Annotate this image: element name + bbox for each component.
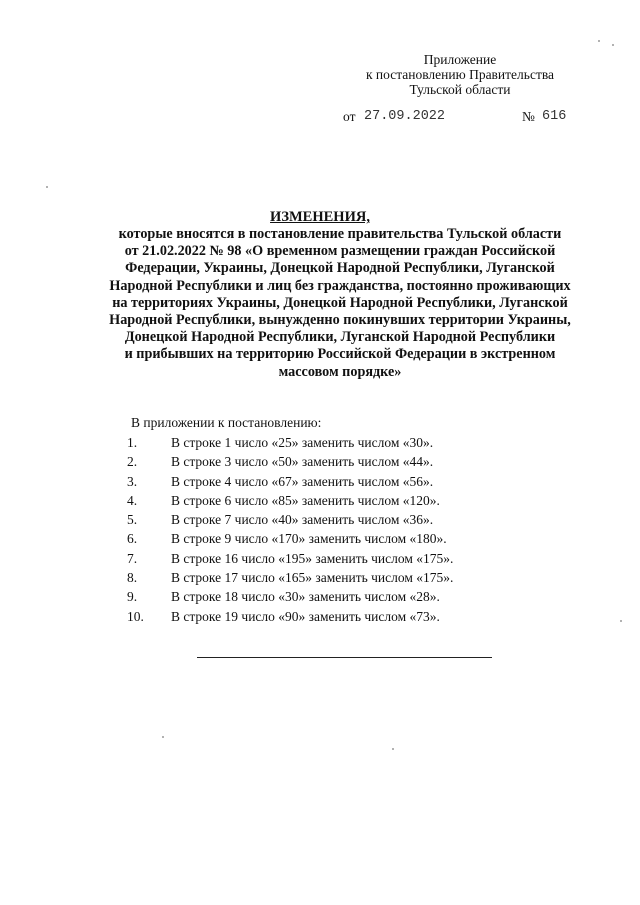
appendix-line-2: к постановлению Правительства <box>365 67 555 82</box>
item-number: 9. <box>127 589 138 605</box>
subtitle-line: на территориях Украины, Донецкой Народной Республики, Луганской <box>112 294 568 311</box>
closing-rule <box>197 657 492 658</box>
item-text: В строке 18 число «30» заменить числом «28». <box>171 589 440 605</box>
changes-list <box>127 433 453 626</box>
item-number: 3. <box>127 473 138 489</box>
date-value: 27.09.2022 <box>364 109 446 124</box>
item-number: 10. <box>127 608 144 624</box>
list-item <box>127 607 453 626</box>
subtitle-line: которые вносятся в постановление правительства Тульской области <box>118 226 562 242</box>
subtitle-line: и прибывших на территорию Российской Федерации в экстренном <box>124 346 556 363</box>
list-item <box>127 472 453 491</box>
list-item <box>127 510 453 529</box>
item-number: 2. <box>127 454 138 470</box>
document-title-text: ИЗМЕНЕНИЯ, <box>270 209 370 225</box>
list-item <box>127 452 453 471</box>
scan-speck <box>598 40 600 42</box>
document-title <box>0 209 640 226</box>
item-number: 4. <box>127 492 138 508</box>
subtitle-line: массовом порядке» <box>278 363 402 380</box>
list-item <box>127 587 453 606</box>
item-text: В строке 3 число «50» заменить числом «44». <box>171 454 434 470</box>
scan-speck <box>612 44 614 46</box>
item-text: В строке 7 число «40» заменить числом «36». <box>171 512 434 528</box>
item-text: В строке 4 число «67» заменить числом «56». <box>171 473 434 489</box>
scan-speck <box>392 748 394 750</box>
item-text: В строке 16 число «195» заменить числом «175». <box>171 550 454 566</box>
subtitle-line: Народной Республики, вынужденно покинувших территории Украины, <box>109 312 571 329</box>
list-item <box>127 568 453 587</box>
list-item <box>127 433 453 452</box>
scan-speck <box>162 736 164 738</box>
document-subtitle <box>60 226 620 381</box>
item-number: 8. <box>127 570 138 586</box>
number-value: 616 <box>542 109 567 124</box>
appendix-line-1: Приложение <box>423 52 497 67</box>
appendix-line-3: Тульской области <box>409 82 511 97</box>
item-number: 5. <box>127 512 138 528</box>
item-text: В строке 6 число «85» заменить числом «120». <box>171 492 440 508</box>
scan-speck <box>46 186 48 188</box>
item-text: В строке 9 число «170» заменить числом «180». <box>171 531 447 547</box>
appendix-header <box>340 52 580 97</box>
list-item <box>127 491 453 510</box>
subtitle-line: Федерации, Украины, Донецкой Народной Республики, Луганской <box>125 260 555 277</box>
number-label: № <box>522 109 535 124</box>
item-number: 6. <box>127 531 138 547</box>
subtitle-line: Народной Республики и лиц без гражданства, постоянно проживающих <box>109 277 571 294</box>
list-item <box>127 529 453 548</box>
scan-speck <box>620 620 622 622</box>
list-item <box>127 549 453 568</box>
item-number: 1. <box>127 435 138 450</box>
item-text: В строке 1 число «25» заменить числом «30». <box>171 435 434 450</box>
item-text: В строке 17 число «165» заменить числом «175». <box>171 570 454 586</box>
intro-text: В приложении к постановлению: <box>131 415 322 430</box>
subtitle-line: Донецкой Народной Республики, Луганской Народной Республики <box>124 329 556 346</box>
item-number: 7. <box>127 550 138 566</box>
date-label: от <box>343 109 356 124</box>
subtitle-line: от 21.02.2022 № 98 «О временном размещении граждан Российской <box>124 243 556 260</box>
item-text: В строке 19 число «90» заменить числом «73». <box>171 608 440 624</box>
